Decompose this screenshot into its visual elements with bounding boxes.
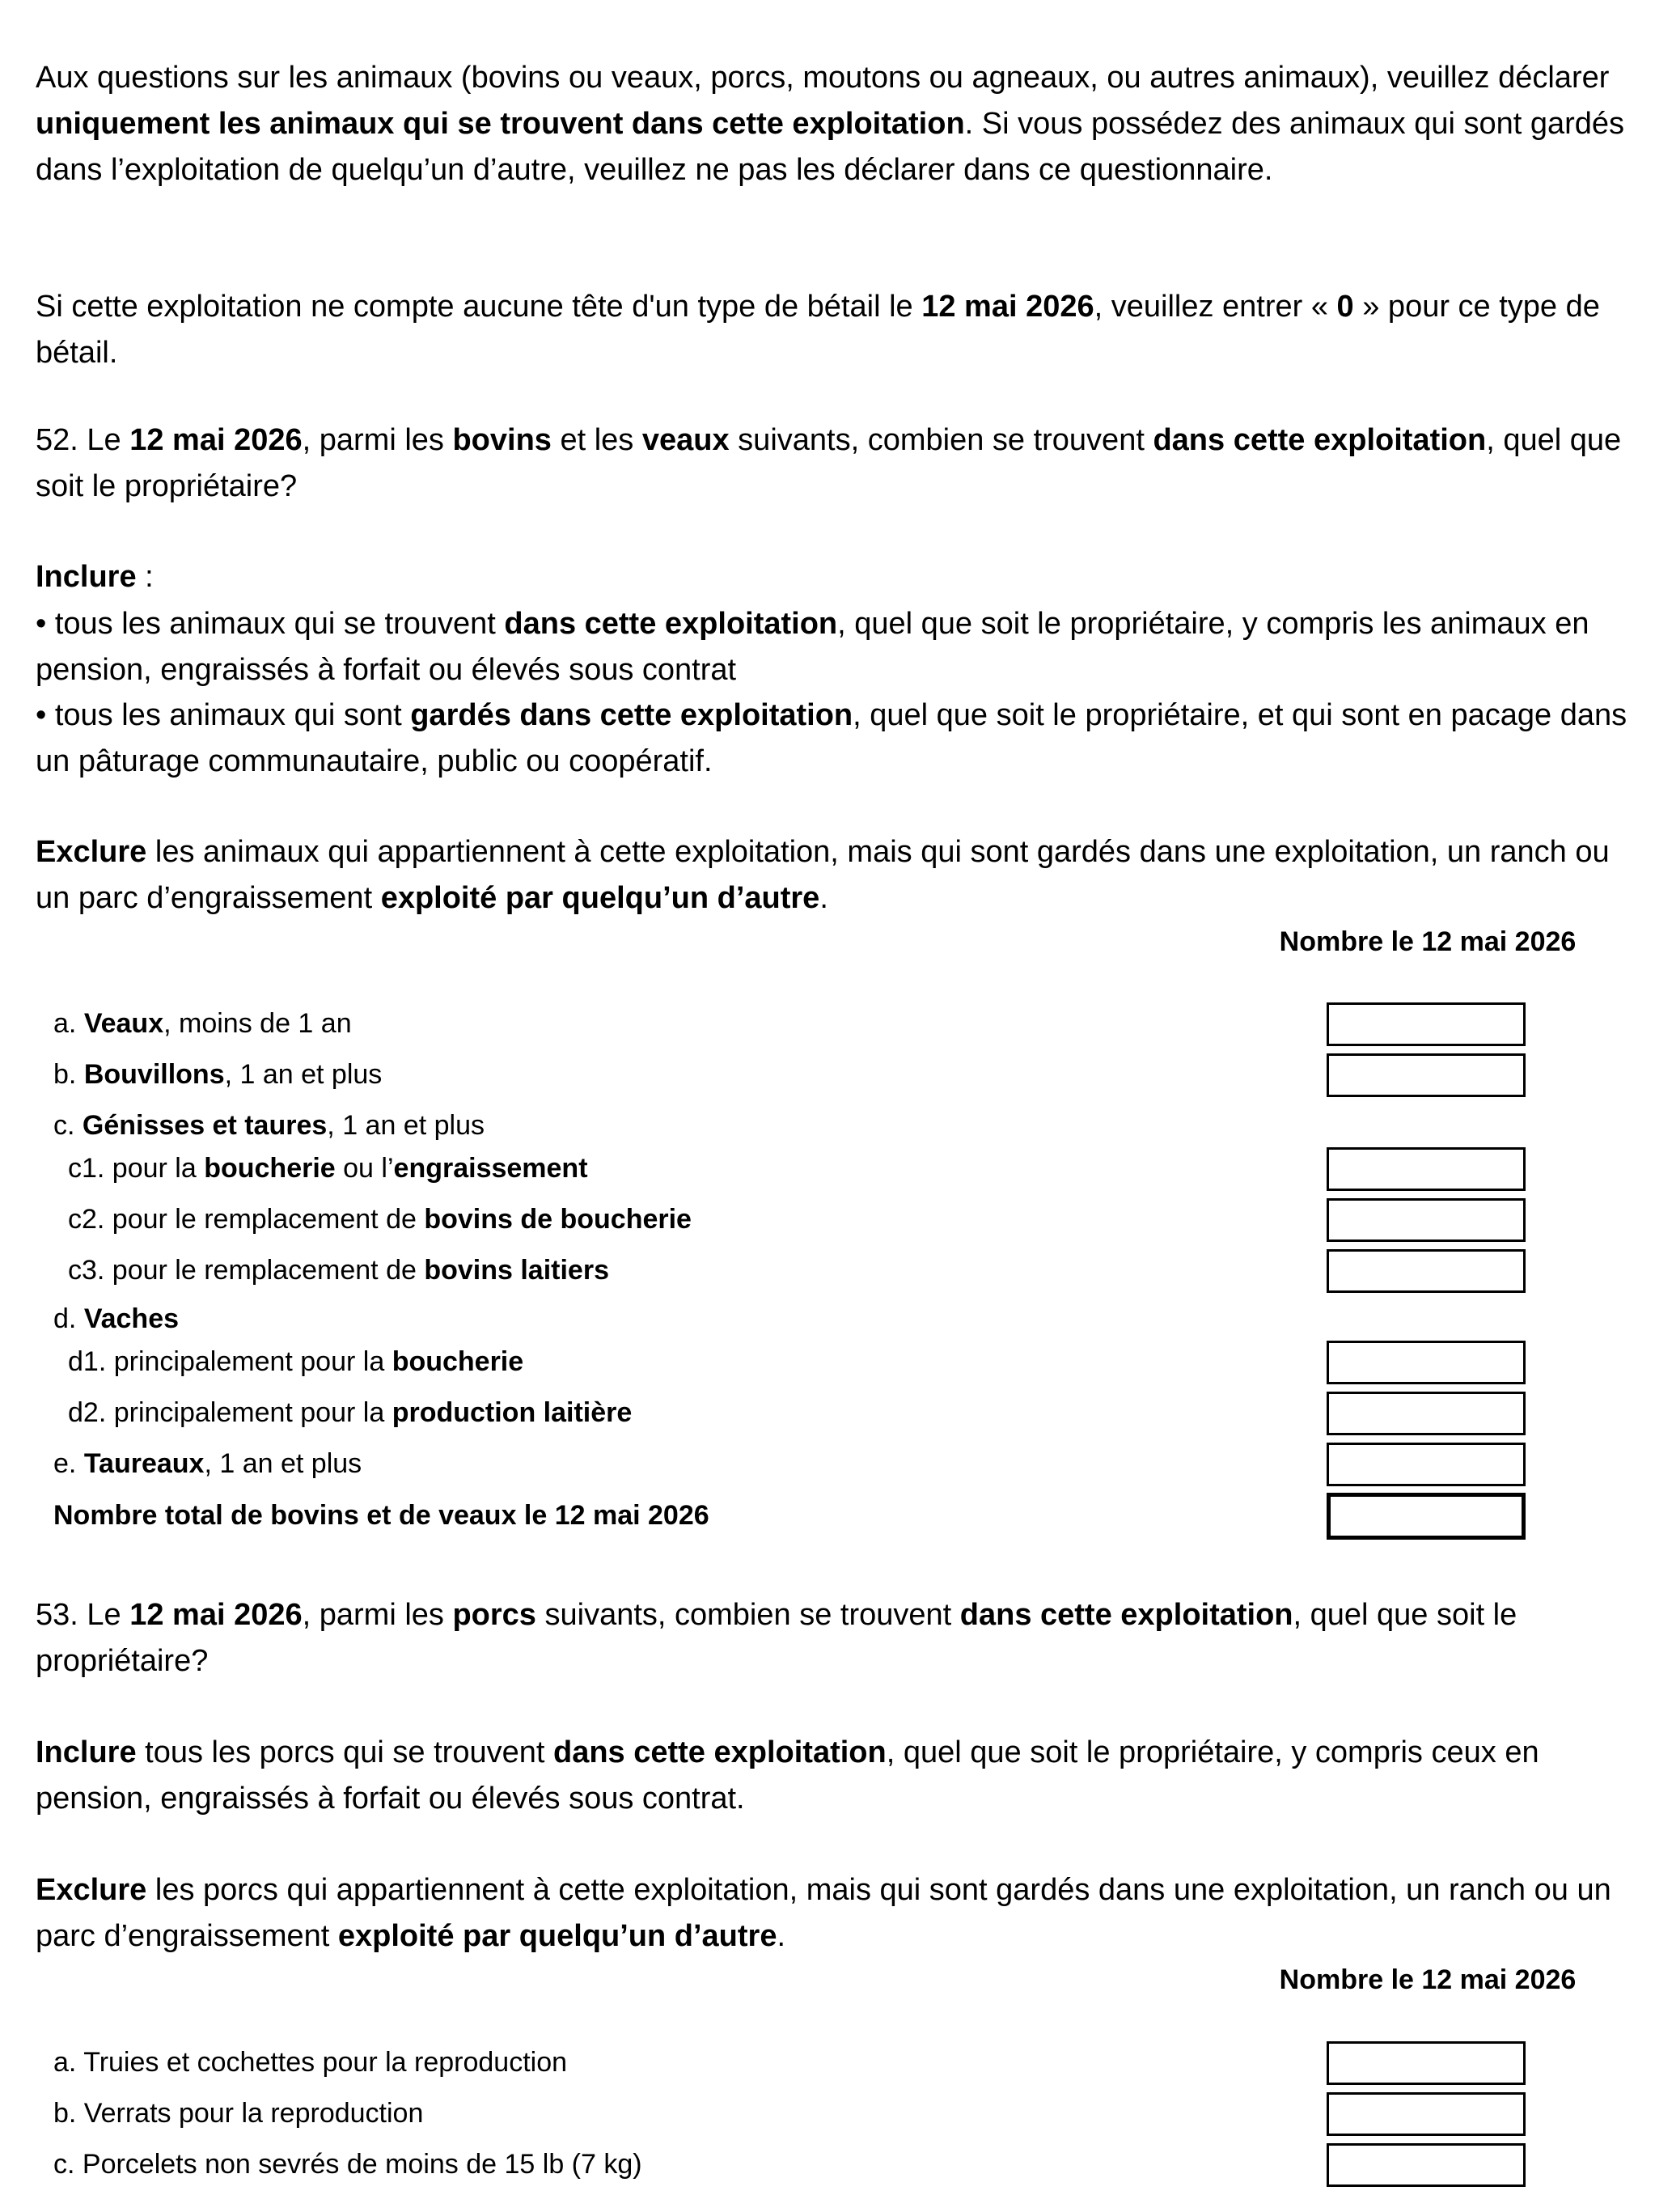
bold-text-run: gardés dans cette exploitation	[410, 698, 853, 732]
q53-column-header: Nombre le 12 mai 2026	[1279, 1964, 1577, 1995]
bold-text-run: 12 mai 2026	[129, 1598, 303, 1632]
text-run: d1. principalement pour la	[68, 1346, 392, 1377]
bold-text-run: bovins	[452, 423, 552, 457]
bold-text-run: Nombre total de bovins et de veaux le 12 mai 2026	[53, 1500, 709, 1531]
q52-include-item-1	[36, 601, 1633, 693]
q52-row-d2-label	[68, 1392, 632, 1433]
q53-question	[36, 1592, 1633, 1684]
text-run: , parmi les	[302, 423, 453, 457]
text-run: , quel que soit le propriétaire?	[36, 423, 1622, 503]
q52-row-e-label	[53, 1443, 362, 1484]
q53-row-c-input[interactable]	[1327, 2143, 1526, 2187]
text-run: c3. pour le remplacement de	[68, 1255, 425, 1286]
q52-total-label	[53, 1495, 709, 1536]
text-run: , quel que soit le propriétaire, y compris les animaux en pension, engraissés à forfait ou élevés sous contrat	[36, 607, 1589, 687]
text-run: , parmi les	[302, 1598, 453, 1632]
q53-include	[36, 1730, 1633, 1822]
q52-include-item-2	[36, 693, 1633, 785]
q53-row-b-label	[53, 2093, 423, 2134]
text-run: c.	[53, 1110, 83, 1141]
q52-row-c3-label	[68, 1250, 609, 1290]
q52-row-d-label	[53, 1299, 179, 1339]
bold-text-run: dans cette exploitation	[1153, 423, 1487, 457]
bold-text-run: boucherie	[392, 1346, 524, 1377]
bold-text-run: exploité par quelqu’un d’autre	[337, 1919, 777, 1953]
bold-text-run: Vaches	[83, 1303, 180, 1334]
text-run: , quel que soit le propriétaire?	[36, 1598, 1517, 1678]
text-run: Si cette exploitation ne compte aucune tête d'un type de bétail le	[36, 290, 922, 324]
bold-text-run: boucherie	[204, 1153, 336, 1184]
text-run: , 1 an et plus	[327, 1110, 485, 1141]
text-run: :	[136, 560, 154, 594]
text-run: , moins de 1 an	[163, 1008, 352, 1039]
bold-text-run: 12 mai 2026	[129, 423, 303, 457]
text-run: • tous les animaux qui sont	[36, 698, 411, 732]
text-run: suivants, combien se trouvent	[729, 423, 1153, 457]
bold-text-run: bovins laitiers	[424, 1255, 609, 1286]
bold-text-run: uniquement les animaux qui se trouvent dans cette exploitation	[36, 107, 965, 141]
text-run: » pour ce type de bétail.	[36, 290, 1600, 370]
text-run: b. Verrats pour la reproduction	[53, 2098, 424, 2129]
q52-row-c1-input[interactable]	[1327, 1147, 1526, 1191]
q52-include-title	[36, 554, 1633, 600]
bold-text-run: exploité par quelqu’un d’autre	[380, 881, 820, 915]
text-run: et les	[551, 423, 642, 457]
text-run: .	[777, 1919, 786, 1953]
text-run: 53. Le	[36, 1598, 130, 1632]
intro-paragraph-zero	[36, 284, 1633, 376]
text-run: ou l’	[335, 1153, 394, 1184]
q52-row-d1-input[interactable]	[1327, 1341, 1526, 1384]
bold-text-run: Bouvillons	[83, 1059, 225, 1090]
text-run: Aux questions sur les animaux (bovins ou veaux, porcs, moutons ou agneaux, ou autres animaux), veuillez déclarer	[36, 61, 1610, 95]
bold-text-run: Taureaux	[83, 1448, 205, 1479]
q52-row-d2-input[interactable]	[1327, 1392, 1526, 1435]
bold-text-run: bovins de boucherie	[424, 1204, 692, 1235]
q52-row-a-input[interactable]	[1327, 1002, 1526, 1046]
bold-text-run: dans cette exploitation	[959, 1598, 1293, 1632]
q52-total-input[interactable]	[1327, 1493, 1526, 1540]
text-run: a. Truies et cochettes pour la reproduction	[53, 2047, 568, 2078]
bold-text-run: Inclure	[36, 560, 137, 594]
text-run: tous les porcs qui se trouvent	[136, 1735, 553, 1769]
text-run: , 1 an et plus	[204, 1448, 362, 1479]
intro-paragraph-animals	[36, 55, 1633, 193]
text-run: . Si vous possédez des animaux qui sont gardés dans l’exploitation de quelqu’un d’autre, veuillez ne pas les déclarer dans ce questionnaire.	[36, 107, 1625, 187]
q53-exclude	[36, 1867, 1633, 1960]
q53-row-a-label	[53, 2042, 567, 2083]
text-run: , veuillez entrer «	[1094, 290, 1337, 324]
bold-text-run: 12 mai 2026	[921, 290, 1094, 324]
bold-text-run: Exclure	[36, 835, 147, 869]
text-run: d2. principalement pour la	[68, 1397, 392, 1428]
text-run: • tous les animaux qui se trouvent	[36, 607, 505, 641]
bold-text-run: engraissement	[393, 1153, 588, 1184]
bold-text-run: Inclure	[36, 1735, 137, 1769]
bold-text-run: Exclure	[36, 1873, 147, 1907]
q52-row-b-input[interactable]	[1327, 1053, 1526, 1097]
q52-row-c2-label	[68, 1199, 692, 1239]
q52-row-a-label	[53, 1003, 352, 1044]
text-run: b.	[53, 1059, 84, 1090]
bold-text-run: dans cette exploitation	[552, 1735, 887, 1769]
text-run: a.	[53, 1008, 84, 1039]
bold-text-run: porcs	[452, 1598, 536, 1632]
text-run: c2. pour le remplacement de	[68, 1204, 425, 1235]
bold-text-run: production laitière	[392, 1397, 633, 1428]
q53-row-b-input[interactable]	[1327, 2092, 1526, 2136]
q52-row-c-label	[53, 1105, 485, 1146]
text-run: suivants, combien se trouvent	[535, 1598, 960, 1632]
text-run: c. Porcelets non sevrés de moins de 15 lb (7 kg)	[53, 2149, 642, 2180]
q53-row-c-label	[53, 2144, 642, 2184]
text-run: les porcs qui appartiennent à cette exploitation, mais qui sont gardés dans une exploitation, un ranch ou un parc d’engraissement	[36, 1873, 1611, 1953]
q52-row-c2-input[interactable]	[1327, 1198, 1526, 1242]
q53-row-a-input[interactable]	[1327, 2041, 1526, 2085]
text-run: , quel que soit le propriétaire, y compris ceux en pension, engraissés à forfait ou élevés sous contrat.	[36, 1735, 1539, 1816]
q52-row-e-input[interactable]	[1327, 1443, 1526, 1486]
bold-text-run: Veaux	[83, 1008, 164, 1039]
q52-row-b-label	[53, 1054, 382, 1095]
bold-text-run: dans cette exploitation	[504, 607, 838, 641]
text-run: .	[819, 881, 828, 915]
text-run: les animaux qui appartiennent à cette exploitation, mais qui sont gardés dans une exploitation, un ranch ou un parc d’engraissement	[36, 835, 1610, 915]
text-run: e.	[53, 1448, 84, 1479]
q52-row-c3-input[interactable]	[1327, 1249, 1526, 1293]
text-run: , quel que soit le propriétaire, et qui sont en pacage dans un pâturage communautaire, public ou coopératif.	[36, 698, 1627, 778]
q52-row-c1-label	[68, 1148, 588, 1189]
q52-column-header: Nombre le 12 mai 2026	[1279, 926, 1577, 957]
q52-row-d1-label	[68, 1341, 523, 1382]
bold-text-run: Génisses et taures	[82, 1110, 328, 1141]
text-run: d.	[53, 1303, 84, 1334]
bold-text-run: 0	[1336, 290, 1354, 324]
text-run: , 1 an et plus	[224, 1059, 383, 1090]
q52-exclude	[36, 829, 1633, 922]
bold-text-run: veaux	[641, 423, 730, 457]
text-run: 52. Le	[36, 423, 130, 457]
q52-question	[36, 417, 1633, 510]
text-run: c1. pour la	[68, 1153, 205, 1184]
